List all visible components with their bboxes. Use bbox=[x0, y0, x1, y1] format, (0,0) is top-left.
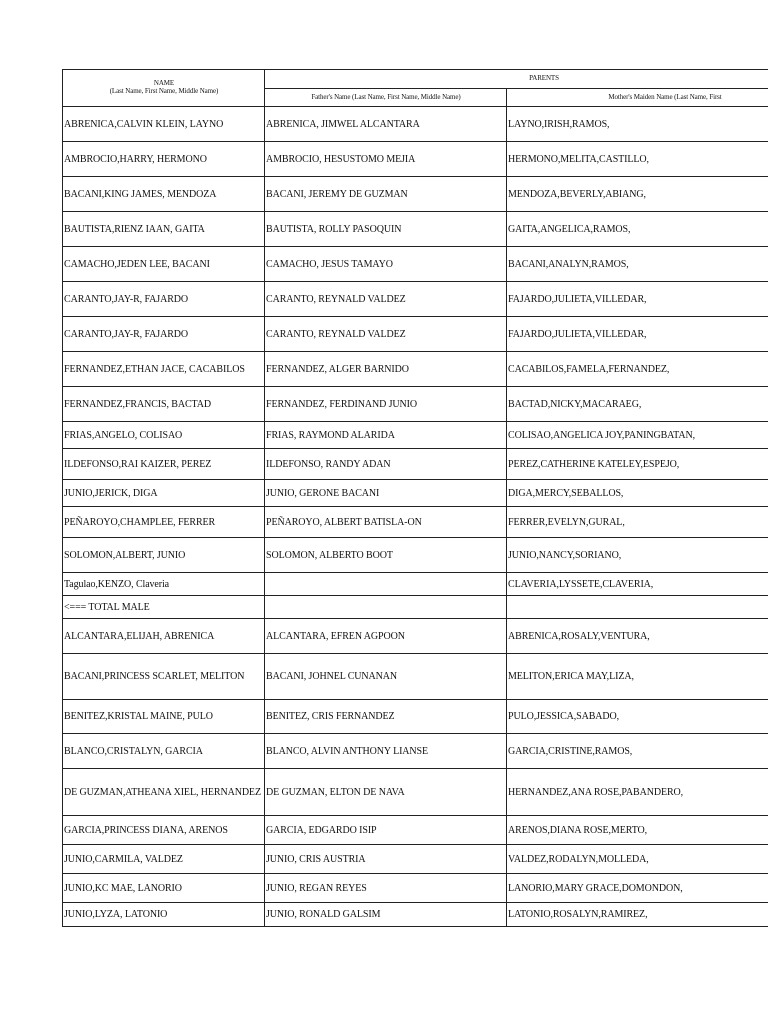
name-cell[interactable]: CARANTO,JAY-R, FAJARDO bbox=[63, 317, 265, 352]
table-row bbox=[63, 538, 768, 573]
mother-cell[interactable]: HERNANDEZ,ANA ROSE,PABANDERO, bbox=[507, 769, 768, 816]
table-row bbox=[63, 107, 768, 142]
name-cell[interactable]: BACANI,PRINCESS SCARLET, MELITON bbox=[63, 654, 265, 700]
father-cell[interactable] bbox=[265, 573, 507, 596]
table-row bbox=[63, 654, 768, 700]
father-cell[interactable]: JUNIO, GERONE BACANI bbox=[265, 480, 507, 507]
mother-cell[interactable]: LATONIO,ROSALYN,RAMIREZ, bbox=[507, 903, 768, 927]
table-row bbox=[63, 352, 768, 387]
father-cell[interactable]: FERNANDEZ, ALGER BARNIDO bbox=[265, 352, 507, 387]
mother-cell[interactable]: GAITA,ANGELICA,RAMOS, bbox=[507, 212, 768, 247]
name-cell[interactable]: ILDEFONSO,RAI KAIZER, PEREZ bbox=[63, 449, 265, 480]
mother-cell[interactable]: COLISAO,ANGELICA JOY,PANINGBATAN, bbox=[507, 422, 768, 449]
father-cell[interactable]: BLANCO, ALVIN ANTHONY LIANSE bbox=[265, 734, 507, 769]
table-row bbox=[63, 282, 768, 317]
father-cell[interactable]: CAMACHO, JESUS TAMAYO bbox=[265, 247, 507, 282]
name-cell[interactable]: JUNIO,JERICK, DIGA bbox=[63, 480, 265, 507]
father-cell[interactable]: BAUTISTA, ROLLY PASOQUIN bbox=[265, 212, 507, 247]
mother-cell[interactable]: DIGA,MERCY,SEBALLOS, bbox=[507, 480, 768, 507]
father-cell[interactable]: ILDEFONSO, RANDY ADAN bbox=[265, 449, 507, 480]
table-row bbox=[63, 449, 768, 480]
name-cell[interactable]: JUNIO,CARMILA, VALDEZ bbox=[63, 845, 265, 874]
table-row bbox=[63, 700, 768, 734]
name-header-subtitle: (Last Name, First Name, Middle Name) bbox=[109, 87, 219, 95]
mother-cell[interactable]: PEREZ,CATHERINE KATELEY,ESPEJO, bbox=[507, 449, 768, 480]
mother-cell[interactable]: ABRENICA,ROSALY,VENTURA, bbox=[507, 619, 768, 654]
father-cell[interactable]: PEÑAROYO, ALBERT BATISLA-ON bbox=[265, 507, 507, 538]
father-cell[interactable]: BACANI, JEREMY DE GUZMAN bbox=[265, 177, 507, 212]
table-row bbox=[63, 507, 768, 538]
table-row bbox=[63, 845, 768, 874]
table-row bbox=[63, 734, 768, 769]
table-row bbox=[63, 874, 768, 903]
mother-cell[interactable]: LAYNO,IRISH,RAMOS, bbox=[507, 107, 768, 142]
name-cell[interactable]: BAUTISTA,RIENZ IAAN, GAITA bbox=[63, 212, 265, 247]
mother-cell[interactable]: LANORIO,MARY GRACE,DOMONDON, bbox=[507, 874, 768, 903]
father-cell[interactable]: JUNIO, RONALD GALSIM bbox=[265, 903, 507, 927]
table-row bbox=[63, 177, 768, 212]
father-cell[interactable]: JUNIO, CRIS AUSTRIA bbox=[265, 845, 507, 874]
name-cell[interactable]: BLANCO,CRISTALYN, GARCIA bbox=[63, 734, 265, 769]
name-cell[interactable]: BACANI,KING JAMES, MENDOZA bbox=[63, 177, 265, 212]
mother-cell[interactable]: FERRER,EVELYN,GURAL, bbox=[507, 507, 768, 538]
mother-cell[interactable] bbox=[507, 596, 768, 619]
learner-parents-table bbox=[62, 69, 768, 927]
father-cell[interactable]: CARANTO, REYNALD VALDEZ bbox=[265, 317, 507, 352]
mother-cell[interactable]: BACANI,ANALYN,RAMOS, bbox=[507, 247, 768, 282]
parents-header: PARENTS bbox=[265, 70, 768, 89]
father-cell[interactable]: ALCANTARA, EFREN AGPOON bbox=[265, 619, 507, 654]
mother-cell[interactable]: FAJARDO,JULIETA,VILLEDAR, bbox=[507, 282, 768, 317]
mother-column-header: Mother's Maiden Name (Last Name, First bbox=[507, 89, 768, 107]
name-cell[interactable]: CAMACHO,JEDEN LEE, BACANI bbox=[63, 247, 265, 282]
table-row bbox=[63, 387, 768, 422]
mother-cell[interactable]: PULO,JESSICA,SABADO, bbox=[507, 700, 768, 734]
name-cell[interactable]: AMBROCIO,HARRY, HERMONO bbox=[63, 142, 265, 177]
mother-cell[interactable]: CACABILOS,FAMELA,FERNANDEZ, bbox=[507, 352, 768, 387]
name-cell[interactable]: Tagulao,KENZO, Claveria bbox=[63, 573, 265, 596]
name-cell[interactable]: ALCANTARA,ELIJAH, ABRENICA bbox=[63, 619, 265, 654]
father-cell[interactable]: SOLOMON, ALBERTO BOOT bbox=[265, 538, 507, 573]
table-row bbox=[63, 422, 768, 449]
name-cell[interactable]: FRIAS,ANGELO, COLISAO bbox=[63, 422, 265, 449]
father-column-header: Father's Name (Last Name, First Name, Middle Name) bbox=[265, 89, 507, 107]
name-cell[interactable]: GARCIA,PRINCESS DIANA, ARENOS bbox=[63, 816, 265, 845]
name-cell[interactable]: ABRENICA,CALVIN KLEIN, LAYNO bbox=[63, 107, 265, 142]
table-row bbox=[63, 596, 768, 619]
father-cell[interactable] bbox=[265, 596, 507, 619]
father-cell[interactable]: ABRENICA, JIMWEL ALCANTARA bbox=[265, 107, 507, 142]
name-cell[interactable]: BENITEZ,KRISTAL MAINE, PULO bbox=[63, 700, 265, 734]
mother-cell[interactable]: GARCIA,CRISTINE,RAMOS, bbox=[507, 734, 768, 769]
name-cell[interactable]: JUNIO,KC MAE, LANORIO bbox=[63, 874, 265, 903]
name-header-title: NAME bbox=[153, 79, 175, 88]
name-cell[interactable]: FERNANDEZ,FRANCIS, BACTAD bbox=[63, 387, 265, 422]
name-cell[interactable]: FERNANDEZ,ETHAN JACE, CACABILOS bbox=[63, 352, 265, 387]
mother-cell[interactable]: MELITON,ERICA MAY,LIZA, bbox=[507, 654, 768, 700]
mother-cell[interactable]: ARENOS,DIANA ROSE,MERTO, bbox=[507, 816, 768, 845]
table-row bbox=[63, 619, 768, 654]
mother-cell[interactable]: MENDOZA,BEVERLY,ABIANG, bbox=[507, 177, 768, 212]
spreadsheet-area bbox=[62, 69, 768, 927]
name-cell[interactable]: PEÑAROYO,CHAMPLEE, FERRER bbox=[63, 507, 265, 538]
name-cell[interactable]: CARANTO,JAY-R, FAJARDO bbox=[63, 282, 265, 317]
table-row bbox=[63, 903, 768, 927]
father-cell[interactable]: AMBROCIO, HESUSTOMO MEJIA bbox=[265, 142, 507, 177]
mother-cell[interactable]: BACTAD,NICKY,MACARAEG, bbox=[507, 387, 768, 422]
name-cell[interactable]: <=== TOTAL MALE bbox=[63, 596, 265, 619]
father-cell[interactable]: JUNIO, REGAN REYES bbox=[265, 874, 507, 903]
father-cell[interactable]: CARANTO, REYNALD VALDEZ bbox=[265, 282, 507, 317]
name-cell[interactable]: DE GUZMAN,ATHEANA XIEL, HERNANDEZ bbox=[63, 769, 265, 816]
name-cell[interactable]: JUNIO,LYZA, LATONIO bbox=[63, 903, 265, 927]
table-row bbox=[63, 816, 768, 845]
father-cell[interactable]: FRIAS, RAYMOND ALARIDA bbox=[265, 422, 507, 449]
mother-cell[interactable]: CLAVERIA,LYSSETE,CLAVERIA, bbox=[507, 573, 768, 596]
father-cell[interactable]: FERNANDEZ, FERDINAND JUNIO bbox=[265, 387, 507, 422]
mother-cell[interactable]: HERMONO,MELITA,CASTILLO, bbox=[507, 142, 768, 177]
table-row bbox=[63, 247, 768, 282]
father-cell[interactable]: DE GUZMAN, ELTON DE NAVA bbox=[265, 769, 507, 816]
father-cell[interactable]: BACANI, JOHNEL CUNANAN bbox=[265, 654, 507, 700]
name-column-header bbox=[63, 70, 265, 107]
table-row bbox=[63, 212, 768, 247]
name-cell[interactable]: SOLOMON,ALBERT, JUNIO bbox=[63, 538, 265, 573]
father-cell[interactable]: BENITEZ, CRIS FERNANDEZ bbox=[265, 700, 507, 734]
mother-cell[interactable]: FAJARDO,JULIETA,VILLEDAR, bbox=[507, 317, 768, 352]
table-row bbox=[63, 480, 768, 507]
table-row bbox=[63, 573, 768, 596]
mother-cell[interactable]: VALDEZ,RODALYN,MOLLEDA, bbox=[507, 845, 768, 874]
table-row bbox=[63, 317, 768, 352]
table-row bbox=[63, 769, 768, 816]
mother-cell[interactable]: JUNIO,NANCY,SORIANO, bbox=[507, 538, 768, 573]
father-cell[interactable]: GARCIA, EDGARDO ISIP bbox=[265, 816, 507, 845]
table-row bbox=[63, 142, 768, 177]
